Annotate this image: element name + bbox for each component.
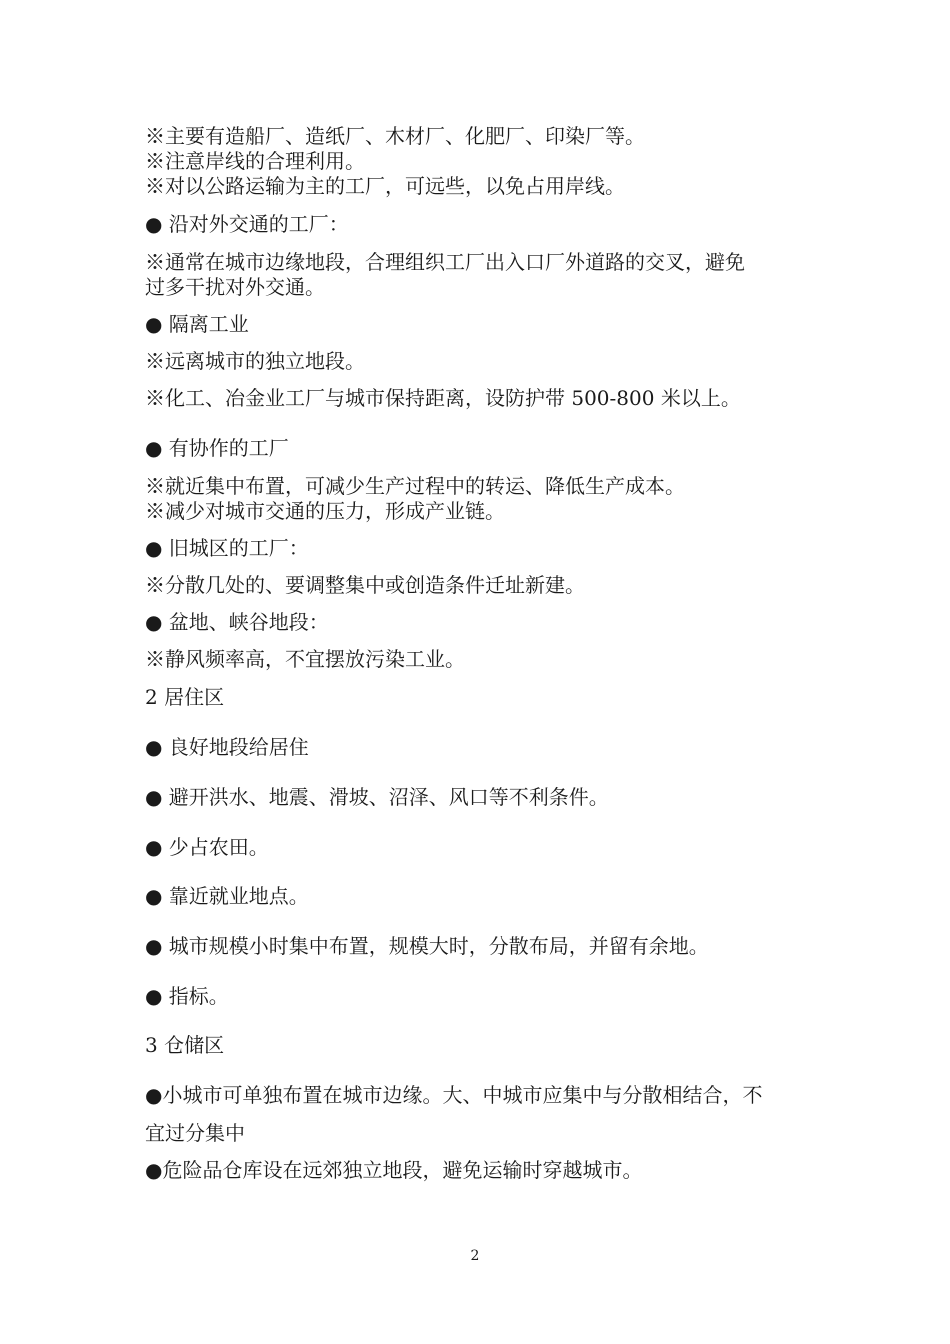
bullet-item: ● 避开洪水、地震、滑坡、沼泽、风口等不利条件。 bbox=[145, 785, 609, 809]
bullet-heading: ● 隔离工业 bbox=[145, 312, 249, 336]
bullet-item: ● 靠近就业地点。 bbox=[145, 884, 309, 908]
bullet-heading: ● 旧城区的工厂： bbox=[145, 536, 309, 560]
section-heading: 2 居住区 bbox=[145, 685, 225, 709]
bullet-item: ● 少占农田。 bbox=[145, 835, 269, 859]
bullet-item: ● 城市规模小时集中布置，规模大时，分散布局，并留有余地。 bbox=[145, 934, 709, 958]
bullet-item: ●危险品仓库设在远郊独立地段，避免运输时穿越城市。 bbox=[145, 1158, 643, 1182]
text-line: ※主要有造船厂、造纸厂、木材厂、化肥厂、印染厂等。 bbox=[145, 124, 645, 148]
bullet-item: ● 良好地段给居住 bbox=[145, 735, 309, 759]
text-line: ※注意岸线的合理利用。 bbox=[145, 149, 365, 173]
text-line: ※远离城市的独立地段。 bbox=[145, 349, 365, 373]
bullet-heading: ● 盆地、峡谷地段： bbox=[145, 610, 329, 634]
section-heading: 3 仓储区 bbox=[145, 1033, 225, 1057]
text-line: ※减少对城市交通的压力，形成产业链。 bbox=[145, 499, 505, 523]
text-line: 过多干扰对外交通。 bbox=[145, 275, 325, 299]
bullet-heading: ● 有协作的工厂 bbox=[145, 436, 289, 460]
text-line: ※化工、冶金业工厂与城市保持距离，设防护带 500-800 米以上。 bbox=[145, 386, 741, 410]
text-line: ※静风频率高，不宜摆放污染工业。 bbox=[145, 647, 465, 671]
bullet-item: ●小城市可单独布置在城市边缘。大、中城市应集中与分散相结合，不 bbox=[145, 1083, 763, 1107]
text-line: ※就近集中布置，可减少生产过程中的转运、降低生产成本。 bbox=[145, 474, 685, 498]
bullet-heading: ● 沿对外交通的工厂： bbox=[145, 212, 349, 236]
text-line: ※对以公路运输为主的工厂，可远些，以免占用岸线。 bbox=[145, 174, 625, 198]
page-number: 2 bbox=[470, 1248, 480, 1264]
bullet-item: ● 指标。 bbox=[145, 984, 229, 1008]
text-line: ※通常在城市边缘地段，合理组织工厂出入口厂外道路的交叉，避免 bbox=[145, 250, 745, 274]
text-line: 宜过分集中 bbox=[145, 1121, 245, 1145]
text-line: ※分散几处的、要调整集中或创造条件迁址新建。 bbox=[145, 573, 585, 597]
